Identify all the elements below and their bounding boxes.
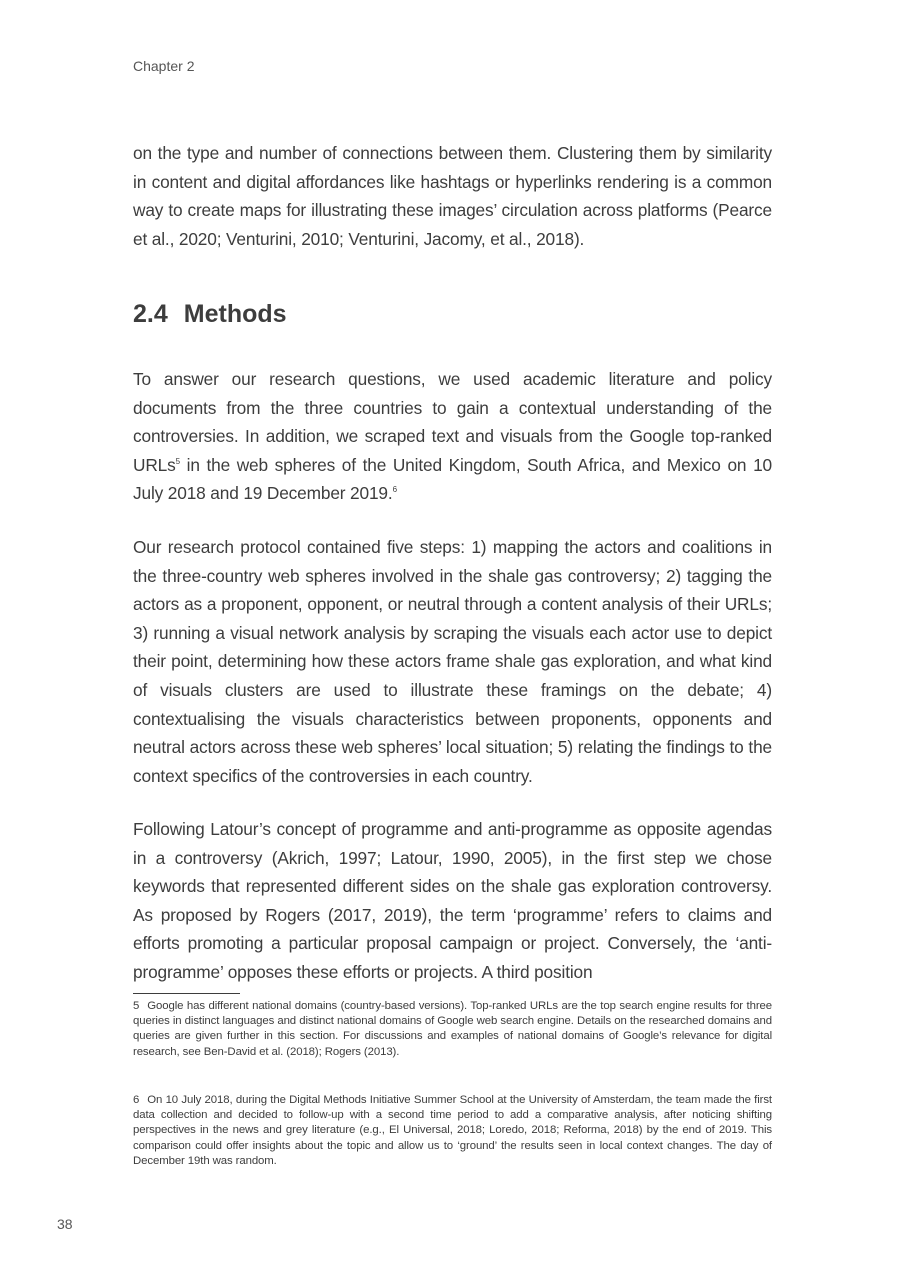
page-number: 38 [57,1216,73,1232]
footnote-text: On 10 July 2018, during the Digital Methods Initiative Summer School at the University of Amsterdam, the team made the first data collection and decided to follow-up with a second time period to add a comparative analysis, after noticing shifting perspectives in the news and grey literature (e.g., El Universal, 2018; Loredo, 2018; Reforma, 2018) by the end of 2019. This comparison could offer insights about the topic and allow us to ‘ground’ the results seen in local context changes. The day of December 19th was random. [133,1094,772,1167]
footnote-ref-6[interactable]: 6 [392,485,397,495]
footnote-6 [133,1093,772,1169]
footnote-ref-5[interactable]: 5 [175,457,180,467]
footnote-text: Google has different national domains (country-based versions). Top-ranked URLs are the top search engine results for three queries in distinct languages and distinct national domains of Google web search engine. Details on the researched domains and queries are given further in this section. For discussions and examples of national domains of Google’s relevance for digital research, see Ben-David et al. (2018); Rogers (2013). [133,1000,772,1058]
footnote-divider [133,993,240,994]
intro-paragraph: on the type and number of connections between them. Clustering them by similarity in content and digital affordances like hashtags or hyperlinks rendering is a common way to create maps for illustrating these images’ circulation across platforms (Pearce et al., 2020; Venturini, 2010; Venturini, Jacomy, et al., 2018). [133,143,772,249]
methods-paragraph-2: Our research protocol contained five steps: 1) mapping the actors and coalitions in the three-country web spheres involved in the shale gas controversy; 2) tagging the actors as a proponent, opponent, or neutral through a content analysis of their URLs; 3) running a visual network analysis by scraping the visuals each actor use to depict their point, determining how these actors frame shale gas exploration, and what kind of visuals clusters are used to illustrate these framings on the debate; 4) contextualising the visuals characteristics between proponents, opponents and neutral actors across these web spheres’ local situation; 5) relating the findings to the context specifics of the controversies in each country. [133,537,772,786]
methods-paragraph-1 [133,365,772,508]
section-title: Methods [183,300,287,328]
footnote-number: 5 [133,1000,140,1012]
footnote-number: 6 [133,1094,140,1106]
methods-paragraph-3: Following Latour’s concept of programme and anti-programme as opposite agendas in a controversy (Akrich, 1997; Latour, 1990, 2005), in the first step we chose keywords that represented different sides on the shale gas exploration controversy. As proposed by Rogers (2017, 2019), the term ‘programme’ refers to claims and efforts promoting a particular proposal campaign or project. Conversely, the ‘anti-programme’ opposes these efforts or projects. A third position [133,819,772,982]
section-heading [133,300,287,329]
footnote-5 [133,999,772,1060]
paragraph-1-text-a: To answer our research questions, we used academic literature and policy documents from the three countries to gain a contextual understanding of the controversies. In addition, we scraped text and visuals from the Google top-ranked URLs [133,369,772,475]
running-head: Chapter 2 [133,58,195,74]
paragraph-1-text-b: in the web spheres of the United Kingdom, South Africa, and Mexico on 10 July 2018 and 19 December 2019. [133,454,772,504]
section-number: 2.4 [133,300,168,328]
